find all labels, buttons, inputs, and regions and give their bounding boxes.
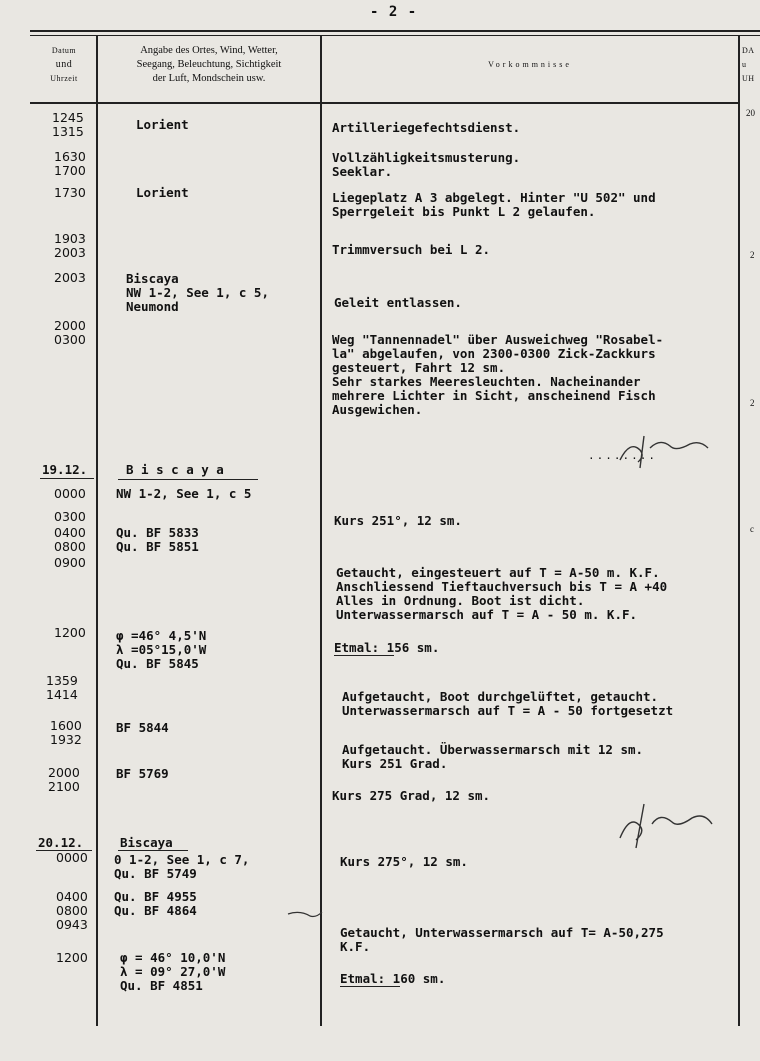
header-date-2: und [55,59,73,70]
header-edge-2: u [742,60,747,69]
time-cell: 1903 2003 [54,231,86,260]
col-divider-1 [96,36,98,1026]
time-cell: 0000 [54,486,86,501]
edge-mark: 20 [746,108,755,118]
header-date-3: Uhrzeit [50,74,78,83]
signature-2 [600,800,740,850]
stray-mark [286,906,326,920]
event-cell: Trimmversuch bei L 2. [332,242,491,257]
header-edge-1: DA [742,46,755,55]
date-underline [40,478,94,479]
header-events: Vorkommnisse [488,60,572,69]
place-cell: φ = 46° 10,0'N λ = 09° 27,0'W Qu. BF 4851 [120,950,226,993]
col-divider-3 [738,36,740,1026]
header-rule [30,102,740,104]
date-cell: 20.12. [38,835,84,850]
event-cell: Etmal: 160 sm. [340,971,446,986]
place-underline [118,479,258,480]
place-cell: Lorient [136,185,189,200]
top-rule [30,30,760,32]
event-cell: Liegeplatz A 3 abgelegt. Hinter "U 502" und Sperrgeleit bis Punkt L 2 gelaufen. [332,190,656,219]
col-divider-2 [320,36,322,1026]
event-cell: Getaucht, eingesteuert auf T = A-50 m. K.F. Anschliessend Tieftauchversuch bis T = A +40 Alles in Ordnung. Boot ist dicht. Unterwassermarsch auf T = A - 50 m. K.F. [336,565,668,622]
time-cell: 2003 [54,270,86,285]
date-cell: 19.12. [42,462,88,477]
header-place-2: Seegang, Beleuchtung, Sichtigkeit [136,59,282,70]
event-cell: Vollzähligkeitsmusterung. Seeklar. [332,150,521,179]
signature-dots: ........ [588,449,657,462]
header-place-3: der Luft, Mondschein usw. [152,73,266,84]
event-cell: Kurs 275 Grad, 12 sm. [332,788,491,803]
time-cell: 0300 [54,509,86,524]
event-cell: Kurs 251°, 12 sm. [334,513,462,528]
place-cell: Qu. BF 4955 Qu. BF 4864 [114,889,197,918]
place-cell: Biscaya NW 1-2, See 1, c 5, Neumond [126,271,269,314]
place-cell: Biscaya [120,835,173,850]
time-cell: 1245 1315 [52,110,84,139]
place-underline [118,850,188,851]
place-cell: φ =46° 4,5'N λ =05°15,0'W Qu. BF 5845 [116,628,207,671]
edge-mark: c [750,524,754,534]
header-date [34,44,94,86]
time-cell: 0400 0800 0943 [56,889,88,932]
event-cell: Etmal: 156 sm. [334,640,440,655]
event-cell: Aufgetaucht, Boot durchgelüftet, getaucht. Unterwassermarsch auf T = A - 50 fortgesetzt [342,689,674,718]
time-cell: 2000 2100 [48,765,80,794]
header-edge-3: UH [742,74,755,83]
event-cell: Getaucht, Unterwassermarsch auf T= A-50,275 K.F. [340,925,664,954]
header-date-1: Datum [51,46,77,55]
time-cell: 0000 [56,850,88,865]
page-number: - 2 - [370,4,418,20]
event-cell: Geleit entlassen. [334,295,462,310]
time-cell: 1630 1700 [54,149,86,178]
event-cell: Kurs 275°, 12 sm. [340,854,468,869]
header-place-1: Angabe des Ortes, Wind, Wetter, [140,45,278,56]
etmal-underline [334,655,394,656]
time-cell: 0900 [54,555,86,570]
event-cell: Artilleriegefechtsdienst. [332,120,521,135]
time-cell: 1200 [56,950,88,965]
place-cell: BF 5844 [116,720,169,735]
time-cell: 1730 [54,185,86,200]
place-cell: Qu. BF 5833 Qu. BF 5851 [116,525,199,554]
event-cell: Weg "Tannennadel" über Ausweichweg "Rosabel- la" abgelaufen, von 2300-0300 Zick-Zackkurs gesteuert, Fahrt 12 sm. Sehr starkes Meeresleuchten. Nacheinander mehrere Lichter in Sicht, anscheinend Fisch Ausgewichen. [332,332,664,417]
place-cell: B i s c a y a [126,462,224,477]
time-cell: 0400 0800 [54,525,86,554]
place-cell: NW 1-2, See 1, c 5 [116,486,252,501]
time-cell: 1359 1414 [46,673,78,702]
edge-mark: 2 [750,250,755,260]
place-cell: 0 1-2, See 1, c 7, Qu. BF 5749 [114,852,250,881]
top-rule-2 [30,35,760,36]
time-cell: 2000 0300 [54,318,86,347]
header-place [98,44,320,86]
event-cell: Aufgetaucht. Überwassermarsch mit 12 sm. Kurs 251 Grad. [342,742,644,771]
place-cell: Lorient [136,117,189,132]
header-edge [742,44,760,86]
etmal-underline [340,986,400,987]
edge-mark: 2 [750,398,755,408]
place-cell: BF 5769 [116,766,169,781]
time-cell: 1600 1932 [50,718,82,747]
time-cell: 1200 [54,625,86,640]
